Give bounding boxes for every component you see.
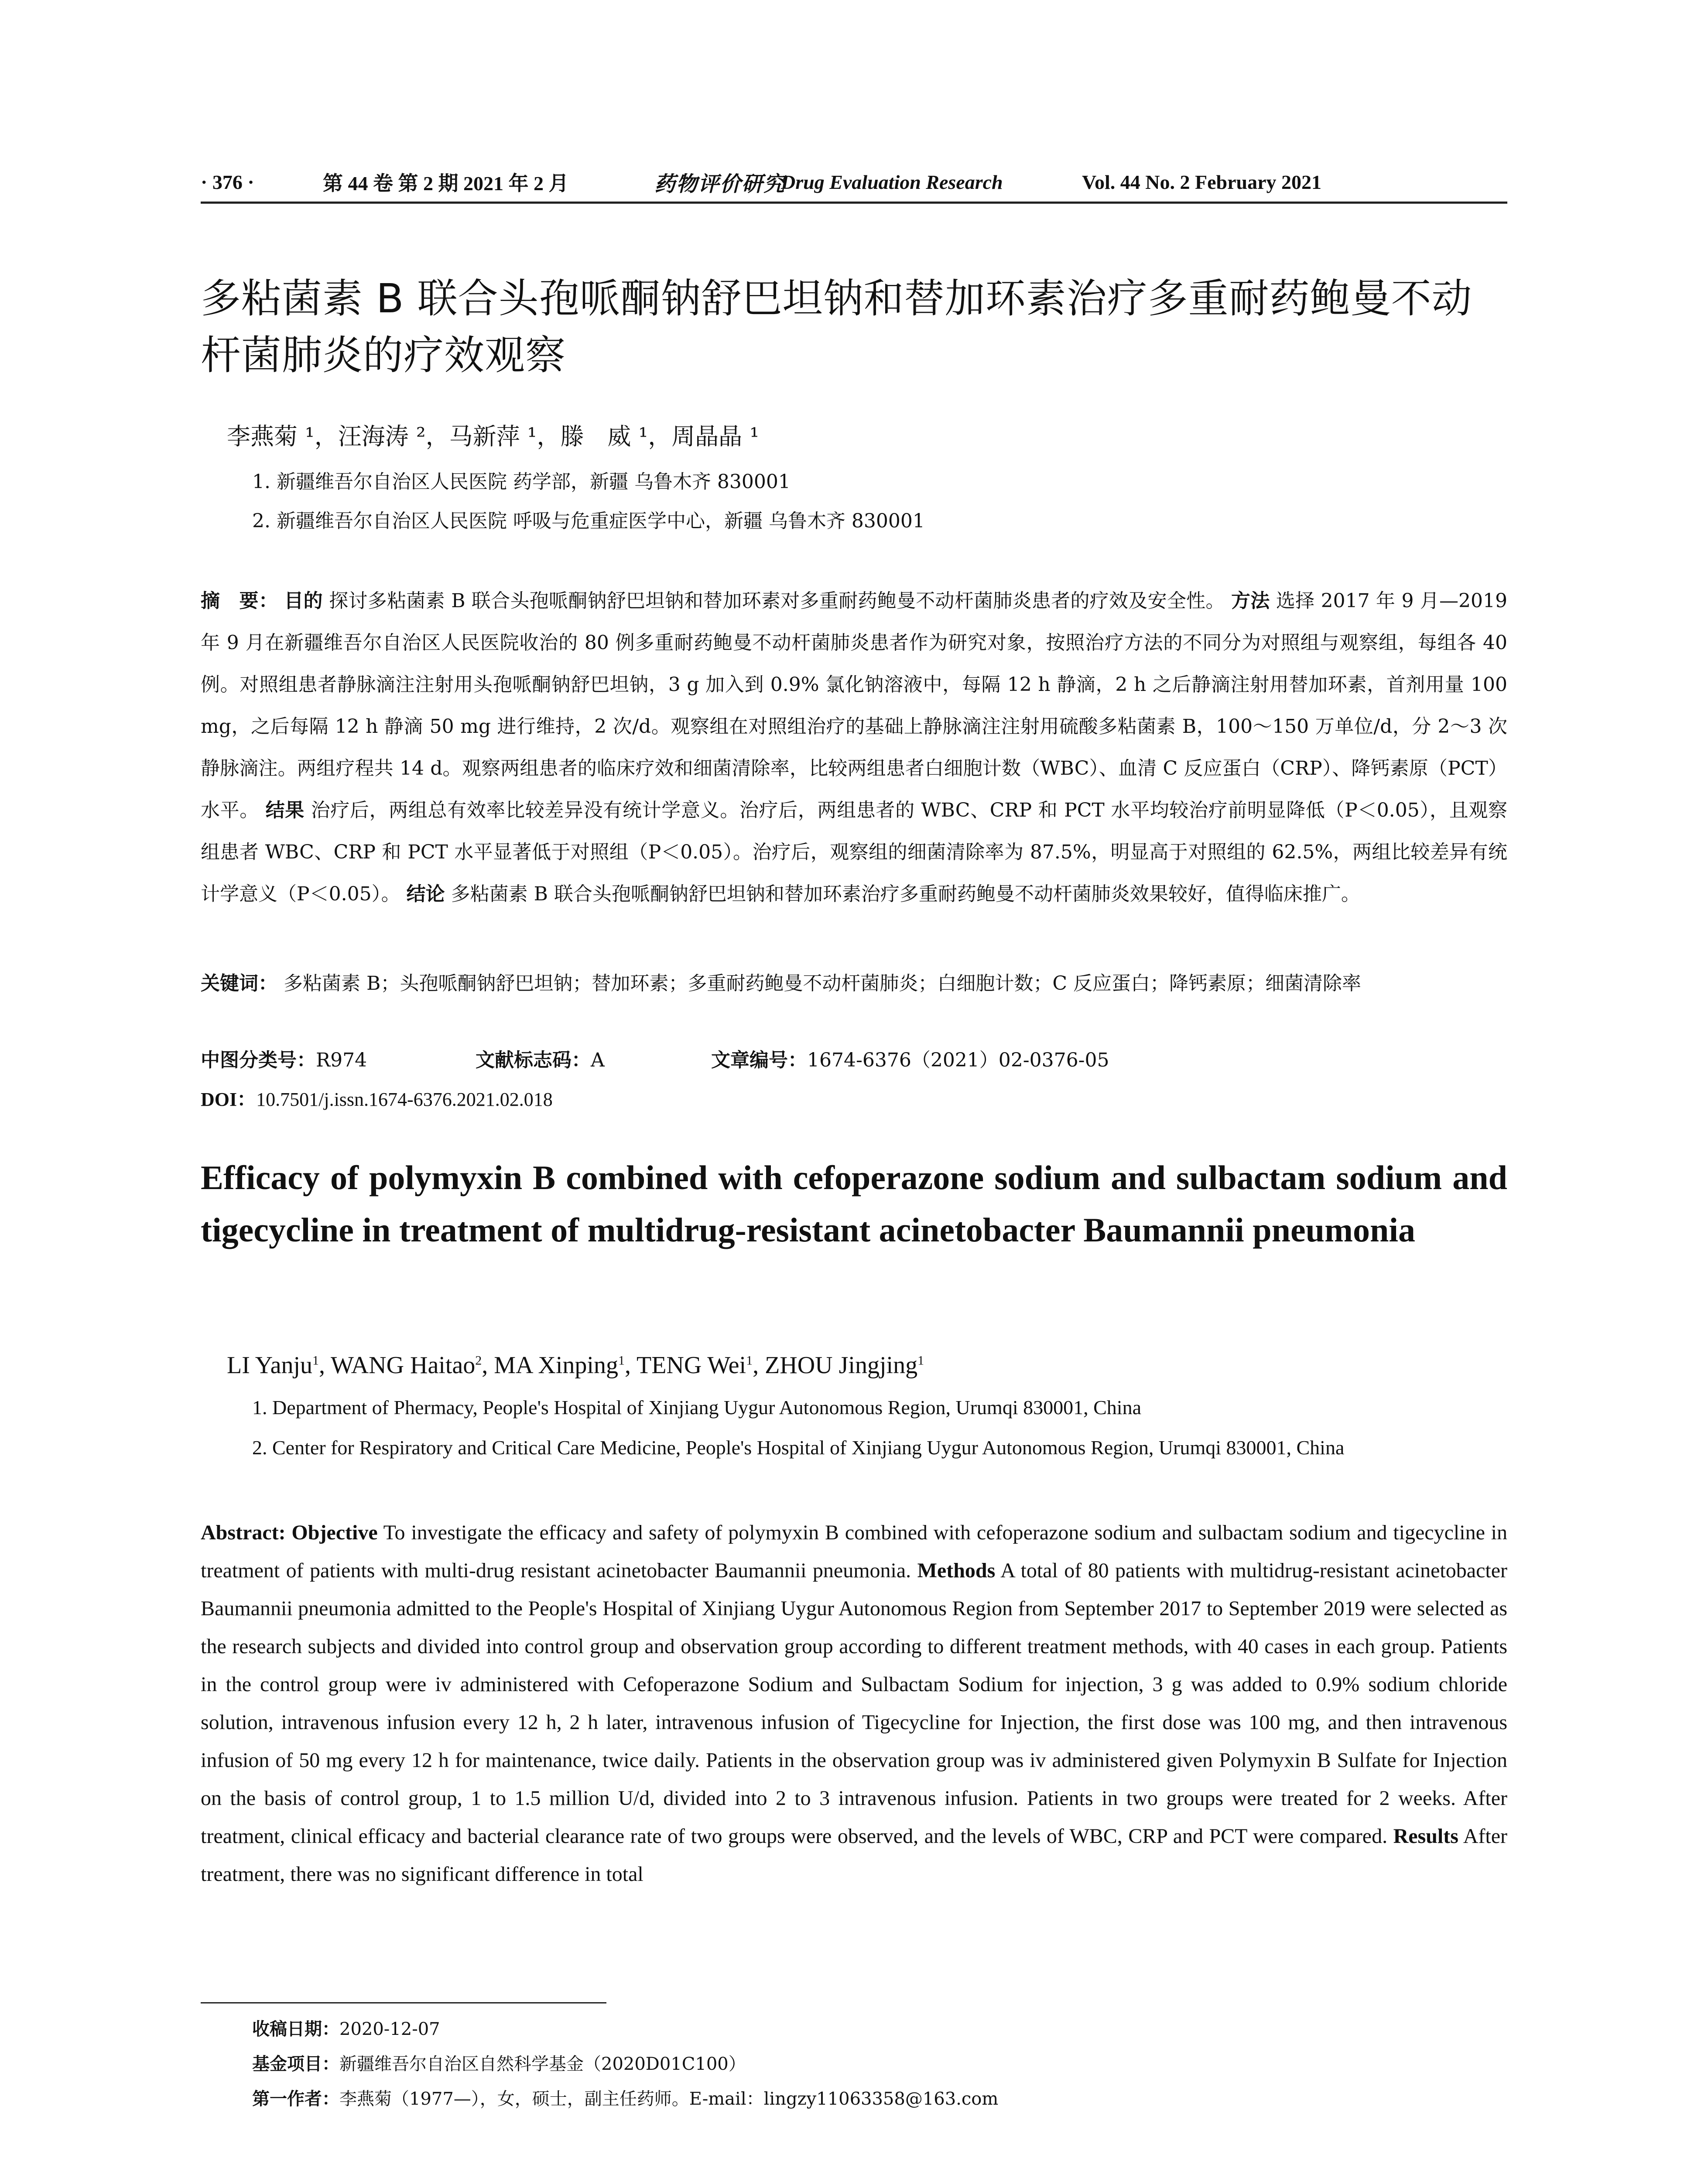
- article-title-en: Efficacy of polymyxin B combined with cefoperazone sodium and sulbactam sodium and tigecycline in treatment of multidrug-resistant acinetobacter Baumannii pneumonia: [201, 1159, 1507, 1249]
- author-en: LI Yanju: [227, 1352, 313, 1379]
- article-title-cn: 多粘菌素 B 联合头孢哌酮钠舒巴坦钠和替加环素治疗多重耐药鲍曼不动杆菌肺炎的疗效观察: [201, 275, 1472, 379]
- classification-line: [201, 1044, 1507, 1075]
- clc-number: [201, 1044, 367, 1072]
- journal-logo: 药物评价研究: [654, 172, 786, 196]
- footnote-first-author: [252, 2085, 998, 2110]
- keywords-cn-label: 关键词：: [201, 972, 277, 995]
- methods-cn-label: 方法: [1231, 590, 1270, 612]
- first-author-value: 李燕菊（1977—），女，硕士，副主任药师。E-mail：lingzy11063358@163.com: [339, 2089, 999, 2109]
- clc-label: 中图分类号：: [201, 1049, 316, 1071]
- abstract-cn: [201, 580, 1507, 915]
- affiliation-en-1: 1. Department of Phermacy, People's Hospital of Xinjiang Uygur Autonomous Region, Urumqi 830001, China: [252, 1396, 1141, 1419]
- abstract-en: [201, 1514, 1507, 1893]
- doc-code-label: 文献标志码：: [476, 1049, 591, 1071]
- methods-en-text: A total of 80 patients with multidrug-resistant acinetobacter Baumannii pneumonia admitted to the People's Hospital of Xinjiang Uygur Autonomous Region from September 2017 to September 2019 were selected as the research subjects and divided into control group and observation group according to different treatment methods, with 40 cases in each group. Patients in the control group were iv administered with Cefoperazone Sodium and Sulbactam Sodium for injection, 3 g was added to 0.9% sodium chloride solution, intravenous infusion every 12 h, 2 h later, intravenous infusion of Tigecycline for Injection, the first dose was 100 mg, and then intravenous infusion of 50 mg every 12 h for maintenance, twice daily. Patients in the observation group was iv administered given Polymyxin B Sulfate for Injection on the basis of control group, 1 to 1.5 million U/d, divided into 2 to 3 intravenous infusion. Patients in two groups were treated for 2 weeks. After treatment, clinical efficacy and bacterial clearance rate of two groups were observed, and the levels of WBC, CRP and PCT were compared.: [201, 1559, 1508, 1848]
- article-number: [711, 1044, 1109, 1072]
- volume-issue-en: Vol. 44 No. 2 February 2021: [1082, 171, 1322, 193]
- page-number: · 376 ·: [201, 171, 254, 193]
- author-en: ZHOU Jingjing: [765, 1352, 918, 1379]
- abstract-cn-label: 摘 要：: [201, 590, 278, 612]
- objective-en-text: To investigate the efficacy and safety of polymyxin B combined with cefoperazone sodium and sulbactam sodium and tigecycline in treatment of patients with multi-drug resistant acinetobacter Baumannii pneumonia.: [201, 1521, 1508, 1582]
- footnote-fund: [252, 2050, 746, 2075]
- fund-label: 基金项目：: [252, 2054, 339, 2074]
- keywords-cn: [201, 964, 1507, 1003]
- author-sup: 1: [312, 1353, 319, 1368]
- affiliation-cn-2: 2. 新疆维吾尔自治区人民医院 呼吸与危重症医学中心，新疆 乌鲁木齐 830001: [252, 510, 925, 532]
- conclusion-cn-label: 结论: [406, 883, 445, 905]
- affiliation-cn-1: 1. 新疆维吾尔自治区人民医院 药学部，新疆 乌鲁木齐 830001: [252, 471, 791, 493]
- author-en: MA Xinping: [494, 1352, 618, 1379]
- abstract-en-label: Abstract:: [201, 1521, 286, 1544]
- clc-value: R974: [316, 1049, 367, 1071]
- footnote-divider: [201, 2002, 606, 2003]
- results-cn-label: 结果: [265, 799, 305, 821]
- results-en-text: After treatment, there was no significant difference in total: [201, 1825, 1508, 1886]
- article-no-label: 文章编号：: [711, 1049, 807, 1071]
- article-no-value: 1674-6376（2021）02-0376-05: [807, 1049, 1109, 1071]
- affiliation-en-2: 2. Center for Respiratory and Critical Care Medicine, People's Hospital of Xinjiang Uygur Autonomous Region, Urumqi 830001, China: [252, 1436, 1345, 1459]
- footnote-received: [252, 2015, 440, 2040]
- objective-cn-text: 探讨多粘菌素 B 联合头孢哌酮钠舒巴坦钠和替加环素对多重耐药鲍曼不动杆菌肺炎患者的疗效及安全性。: [329, 590, 1225, 612]
- doi-value: 10.7501/j.issn.1674-6376.2021.02.018: [256, 1089, 553, 1110]
- objective-en-label: Objective: [291, 1521, 378, 1544]
- results-cn-text: 治疗后，两组总有效率比较差异没有统计学意义。治疗后，两组患者的 WBC、CRP 和 PCT 水平均较治疗前明显降低（P＜0.05），且观察组患者 WBC、CRP 和 PCT 水平显著低于对照组（P＜0.05）。治疗后，观察组的细菌清除率为 87.5%，明显高于对照组的 62.5%，两组比较差异有统计学意义（P＜0.05）。: [201, 799, 1507, 905]
- author-en: TENG Wei: [636, 1352, 746, 1379]
- objective-cn-label: 目的: [284, 590, 323, 612]
- received-label: 收稿日期：: [252, 2019, 339, 2039]
- author-sup: 1: [917, 1353, 924, 1368]
- authors-en: LI Yanju$^1$, WANG Haitao$^2$, MA Xinping$^1$, TENG Wei$^1$, ZHOU Jingjing$^1$: [227, 1352, 924, 1379]
- document-code: [476, 1044, 605, 1072]
- authors-cn: 李燕菊 ¹，汪海涛 ²，马新萍 ¹，滕 威 ¹，周晶晶 ¹: [227, 423, 760, 450]
- author-en: WANG Haitao: [331, 1352, 476, 1379]
- doc-code-value: A: [591, 1049, 605, 1071]
- first-author-label: 第一作者：: [252, 2089, 339, 2109]
- received-value: 2020-12-07: [339, 2019, 440, 2039]
- doi-line: [201, 1084, 553, 1111]
- fund-value: 新疆维吾尔自治区自然科学基金（2020D01C100）: [339, 2054, 746, 2074]
- header-divider: [201, 202, 1507, 204]
- doi-label: DOI：: [201, 1089, 257, 1110]
- journal-name-en: Drug Evaluation Research: [781, 171, 1003, 193]
- running-header: [201, 167, 1509, 197]
- methods-cn-text: 选择 2017 年 9 月—2019 年 9 月在新疆维吾尔自治区人民医院收治的 80 例多重耐药鲍曼不动杆菌肺炎患者作为研究对象，按照治疗方法的不同分为对照组与观察组，每组各 40 例。对照组患者静脉滴注注射用头孢哌酮钠舒巴坦钠，3 g 加入到 0.9% 氯化钠溶液中，每隔 12 h 静滴，2 h 之后静滴注射用替加环素，首剂用量 100 mg，之后每隔 12 h 静滴 50 mg 进行维持，2 次/d。观察组在对照组治疗的基础上静脉滴注注射用硫酸多粘菌素 B，100～150 万单位/d，分 2～3 次静脉滴注。两组疗程共 14 d。观察两组患者的临床疗效和细菌清除率，比较两组患者白细胞计数（WBC）、血清 C 反应蛋白（CRP）、降钙素原（PCT）水平。: [201, 590, 1507, 821]
- author-sup: 1: [746, 1353, 753, 1368]
- methods-en-label: Methods: [917, 1559, 996, 1582]
- volume-issue-cn: 第 44 卷 第 2 期 2021 年 2 月: [323, 172, 569, 195]
- keywords-cn-text: 多粘菌素 B；头孢哌酮钠舒巴坦钠；替加环素；多重耐药鲍曼不动杆菌肺炎；白细胞计数；C 反应蛋白；降钙素原；细菌清除率: [284, 972, 1361, 995]
- author-sup: 2: [475, 1353, 482, 1368]
- results-en-label: Results: [1393, 1825, 1458, 1848]
- author-sup: 1: [618, 1353, 625, 1368]
- conclusion-cn-text: 多粘菌素 B 联合头孢哌酮钠舒巴坦钠和替加环素治疗多重耐药鲍曼不动杆菌肺炎效果较好，值得临床推广。: [451, 883, 1360, 905]
